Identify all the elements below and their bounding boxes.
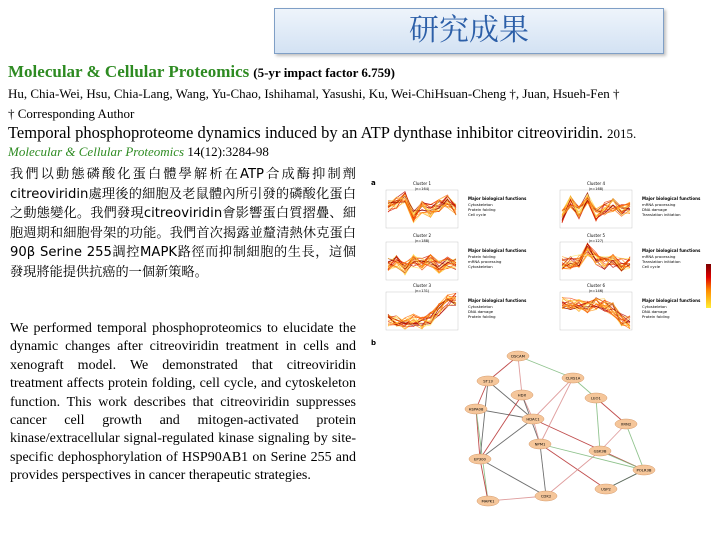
- network-edge: [480, 419, 533, 459]
- cluster-name: Cluster 5: [586, 233, 606, 238]
- network-node-label: ST13: [483, 378, 493, 384]
- corresponding-note: † Corresponding Author: [8, 106, 135, 121]
- cluster-name: Cluster 3: [412, 283, 432, 288]
- page-title: 研究成果: [274, 8, 664, 54]
- function-label: Cytoskeleton: [642, 304, 667, 309]
- impact-factor: (5-yr impact factor 6.759): [253, 65, 396, 80]
- network-node-label: DSCAM: [511, 353, 525, 359]
- paper-title-line: [8, 123, 636, 143]
- english-summary: We performed temporal phosphoproteomics to elucidate the dynamic changes after citreoviridin treatment in cells and xenograft model. We demonstrated that citreoviridin treatment affects protein folding, cell cycle, and cytoskeleton function. This work describes that citreoviridin suppresses cancer cell growth and mitogen-activated protein kinase/extracellular signal-regulated kinase signaling by site-specific dephosphorylation of HSP90AB1 on Serine 255 and provides perspectives in cancer therapeutic strategies.: [10, 321, 356, 484]
- cluster-name: Cluster 4: [586, 181, 606, 186]
- color-scale-bar: [706, 264, 711, 308]
- panel-a-label: a: [371, 179, 376, 187]
- chinese-summary: 我們以動態磷酸化蛋白體學解析在ATP合成酶抑制劑citreoviridin處理後的細胞及老鼠體內所引發的磷酸化蛋白之動態變化。我們發現citreoviridin會影響蛋白質摺疊、細胞週期和細胞骨架的功能。我們首次揭露並釐清熱休克蛋白90β Serine 255調控MAPK路徑而抑制細胞的生長，這個發現將能提供抗癌的一個新策略。: [10, 167, 356, 280]
- network-node-label: LEO1: [591, 395, 601, 401]
- network-node-label: NPM1: [534, 441, 546, 447]
- network-edge: [480, 459, 488, 501]
- network-edge: [480, 459, 546, 496]
- cluster-name: Cluster 1: [412, 181, 432, 186]
- function-label: mRNA processing: [642, 202, 676, 207]
- network-node-label: EP300: [474, 456, 486, 462]
- network-node-label: HDX: [517, 392, 527, 398]
- cluster-count: (n=131): [414, 289, 430, 293]
- cluster-count: (n=168): [588, 187, 604, 191]
- function-label: mRNA processing: [642, 254, 676, 259]
- function-label: Cytoskeleton: [468, 264, 493, 269]
- results-figure: [368, 176, 718, 540]
- paper-title: Temporal phosphoproteome dynamics induced by an ATP dynthase inhibitor citreoviridin.: [8, 123, 603, 142]
- cluster-profile-line: [388, 293, 456, 327]
- cluster-count: (n=164): [414, 187, 430, 191]
- citation-journal: Molecular & Cellular Proteomics: [8, 144, 185, 159]
- function-label: Protein folding: [468, 314, 496, 319]
- interaction-network: [465, 351, 655, 506]
- cluster-name: Cluster 6: [586, 283, 606, 288]
- paper-year: 2015.: [607, 126, 637, 141]
- function-label: Cell cycle: [642, 264, 661, 269]
- journal-line: [8, 62, 395, 82]
- citation-ref: 14(12):3284-98: [187, 144, 269, 159]
- network-edge: [546, 451, 600, 496]
- network-node-label: HSPA08: [468, 406, 484, 412]
- function-label: DNA damage: [468, 309, 494, 314]
- network-node-label: POLR3B: [636, 467, 652, 473]
- network-node-label: CDK2: [540, 493, 552, 499]
- function-label: Protein folding: [642, 314, 670, 319]
- network-edge: [540, 378, 573, 444]
- network-node-label: USP2: [601, 486, 611, 492]
- cluster-count: (n=188): [414, 239, 430, 243]
- network-node-label: XRN2: [620, 421, 632, 427]
- network-edge: [518, 356, 522, 395]
- network-edge: [533, 378, 573, 419]
- function-label: Cytoskeleton: [468, 304, 493, 309]
- function-label: Protein folding: [468, 254, 496, 259]
- network-edge: [480, 381, 488, 459]
- cluster-count: (n=127): [588, 239, 604, 243]
- functions-header: Major biological functions: [642, 298, 701, 303]
- cluster-count: (n=146): [588, 289, 604, 293]
- function-label: DNA damage: [642, 309, 668, 314]
- citation-line: [8, 144, 269, 160]
- function-label: Cell cycle: [468, 212, 487, 217]
- network-node-label: MAPK1: [481, 498, 495, 504]
- functions-header: Major biological functions: [468, 248, 527, 253]
- network-edge: [596, 398, 600, 451]
- cluster-name: Cluster 2: [412, 233, 432, 238]
- function-label: Translation initiation: [642, 212, 681, 217]
- cluster-panels: [386, 181, 701, 330]
- functions-header: Major biological functions: [468, 196, 527, 201]
- functions-header: Major biological functions: [468, 298, 527, 303]
- function-label: mRNA processing: [468, 259, 502, 264]
- function-label: Translation initiation: [642, 259, 681, 264]
- function-label: DNA damage: [642, 207, 668, 212]
- network-edge: [540, 444, 546, 496]
- journal-name: Molecular & Cellular Proteomics: [8, 62, 250, 81]
- network-edge: [480, 395, 522, 459]
- function-label: Cytoskeleton: [468, 202, 493, 207]
- panel-b-label: b: [371, 339, 377, 347]
- function-label: Protein folding: [468, 207, 496, 212]
- functions-header: Major biological functions: [642, 248, 701, 253]
- network-node-label: HDAC1: [526, 416, 540, 422]
- network-node-label: CLRS1A: [565, 375, 581, 381]
- network-node-label: GSK3B: [593, 448, 607, 454]
- author-list: Hu, Chia-Wei, Hsu, Chia-Lang, Wang, Yu-Chao, Ishihamal, Yasushi, Ku, Wei-ChiHsuan-Cheng †, Juan, Hsueh-Fen †: [8, 86, 620, 101]
- functions-header: Major biological functions: [642, 196, 701, 201]
